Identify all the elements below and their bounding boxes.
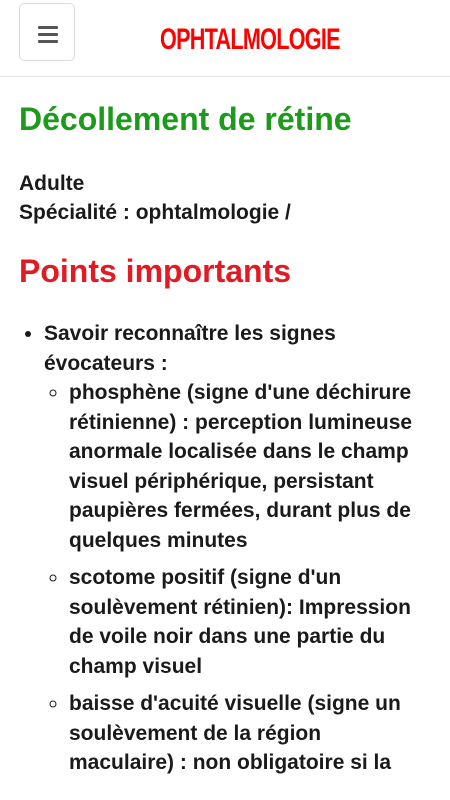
article-meta [19, 169, 431, 227]
population-label: Adulte [19, 172, 85, 195]
sub-list-item: ◦ scotome positif (signe d'un soulèvement rétinien): Impression de voile noir dans une partie du champ visuel [69, 563, 431, 681]
hamburger-menu-icon [38, 26, 58, 47]
top-navbar [0, 0, 450, 77]
sub-list-item: ◦ phosphène (signe d'une déchirure rétinienne) : perception lumineuse anormale localisée dans le champ visuel périphérique, persistant paupières fermées, durant plus de quelques minutes [69, 378, 431, 555]
menu-button[interactable] [19, 3, 75, 61]
list-item-text: Savoir reconnaître les signes évocateurs : [44, 322, 336, 375]
site-logo[interactable]: OPHTALMOLOGIE [160, 23, 340, 56]
sub-points-list [44, 378, 431, 778]
sub-list-item: ◦ baisse d'acuité visuelle (signe un soulèvement de la région maculaire) : non obligatoire si la [69, 689, 431, 778]
section-title: Points importants [19, 253, 292, 289]
points-list [19, 319, 431, 778]
specialty-label: Spécialité : ophtalmologie / [19, 201, 291, 224]
page-title: Décollement de rétine [19, 101, 352, 137]
article-content [0, 99, 450, 778]
list-item [44, 319, 431, 778]
